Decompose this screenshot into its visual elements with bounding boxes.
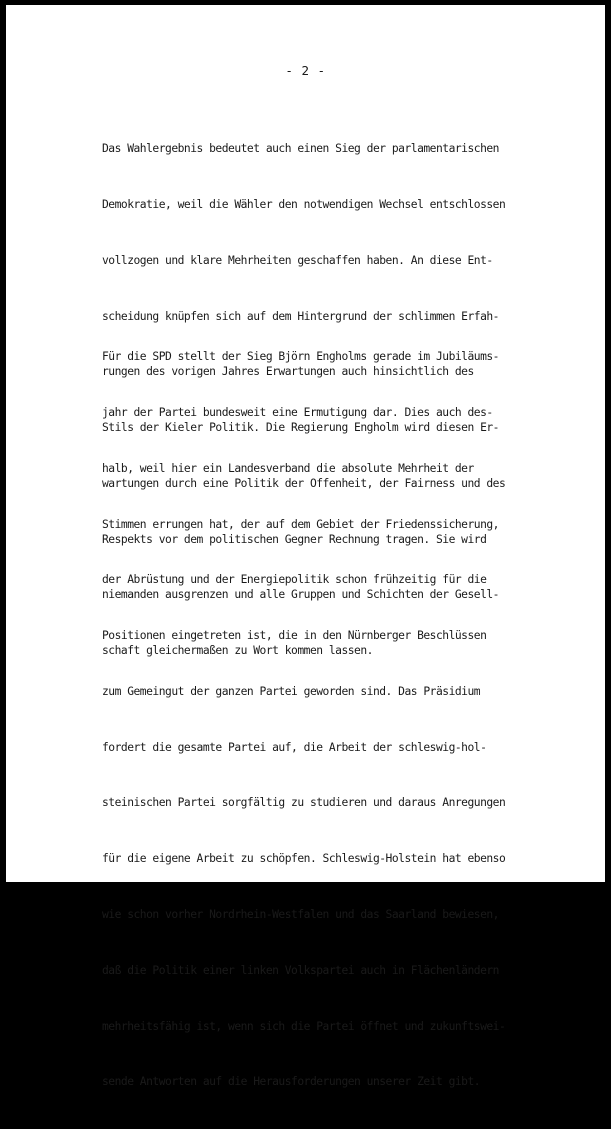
text-line: Demokratie, weil die Wähler den notwendigen Wechsel entschlossen [102,197,506,211]
paragraph-spd-victory [102,311,505,1129]
text-line: steinischen Partei sorgfältig zu studieren und daraus Anregungen [102,796,506,810]
text-line: Respekts vor dem politischen Gegner Rechnung tragen. Sie wird [102,532,487,546]
page-number: - 2 - [285,63,326,78]
text-line: wie schon vorher Nordrhein-Westfalen und das Saarland bewiesen, [102,908,499,921]
text-line: Stils der Kieler Politik. Die Regierung Engholm wird diesen Er- [102,421,499,435]
text-line: schaft gleichermaßen zu Wort kommen lassen. [102,644,373,658]
text-line: für die eigene Arbeit zu schöpfen. Schleswig-Holstein hat ebenso [102,852,506,866]
text-line: sende Antworten auf die Herausforderungen unserer Zeit gibt. [102,1075,481,1089]
text-line: jahr der Partei bundesweit eine Ermutigung dar. Dies auch des- [102,405,493,419]
text-line: Das Wahlergebnis bedeutet auch einen Sieg der parlamentarischen [102,142,499,156]
text-line: Stimmen errungen hat, der auf dem Gebiet der Friedenssicherung, [102,517,499,531]
text-line: der Abrüstung und der Energiepolitik schon frühzeitig für die [102,573,487,587]
text-line: daß die Politik einer linken Volkspartei auch in Flächenländern [102,963,499,977]
text-line: rungen des vorigen Jahres Erwartungen auch hinsichtlich des [102,365,474,379]
text-line: halb, weil hier ein Landesverband die absolute Mehrheit der [102,461,474,475]
text-line: zum Gemeingut der ganzen Partei geworden sind. Das Präsidium [102,684,481,698]
text-line: mehrheitsfähig ist, wenn sich die Partei öffnet und zukunftswei- [102,1019,506,1033]
document-page [6,5,605,1089]
text-line: wartungen durch eine Politik der Offenheit, der Fairness und des [102,476,506,490]
text-line: scheidung knüpfen sich auf dem Hintergrund der schlimmen Erfah- [102,309,499,323]
text-line: niemanden ausgrenzen und alle Gruppen und Schichten der Gesell- [102,588,499,602]
text-line: vollzogen und klare Mehrheiten geschaffen haben. An diese Ent- [102,253,493,267]
text-line: fordert die gesamte Partei auf, die Arbeit der schleswig-hol- [102,740,487,754]
text-line: Für die SPD stellt der Sieg Björn Engholms gerade im Jubiläums- [102,350,499,364]
text-line: Positionen eingetreten ist, die in den Nürnberger Beschlüssen [102,629,487,643]
